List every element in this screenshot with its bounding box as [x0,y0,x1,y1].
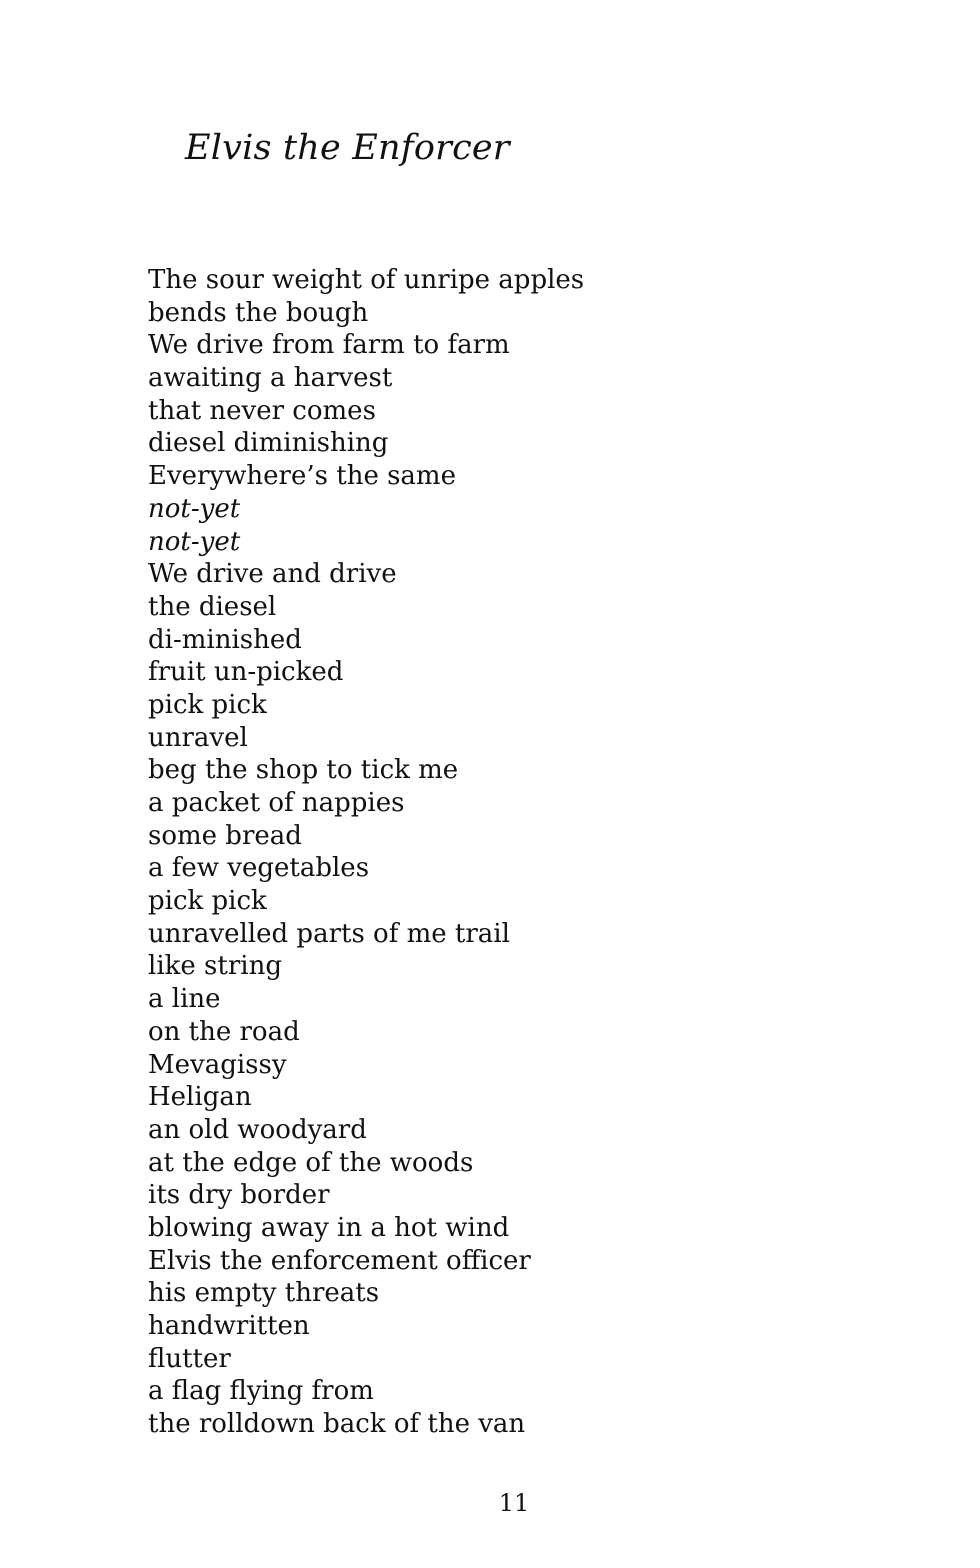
poem-line: its dry border [148,1180,330,1211]
poem-line: at the edge of the woods [148,1147,474,1178]
poem-line: an old woodyard [148,1114,367,1145]
poem-line: unravelled parts of me trail [148,918,510,949]
poem-line: awaiting a harvest [148,363,393,394]
poem-line: We drive and drive [148,559,397,590]
poem-line: fruit un-picked [148,657,344,688]
poem-line: We drive from farm to farm [148,330,510,361]
poem-line: unravel [148,722,248,753]
poem-line: The sour weight of unripe apples [148,265,585,295]
page-number: 11 [498,1489,530,1517]
poem-line: di-minished [148,624,302,655]
poem-line: the rolldown back of the van [148,1409,526,1440]
poem-line: Elvis the enforcement officer [148,1245,531,1276]
poem-line: diesel diminishing [148,428,389,459]
poem-line: the diesel [148,591,277,622]
poem-line: Heligan [148,1082,252,1113]
poem-line: flutter [148,1343,231,1374]
poem-line: on the road [148,1016,300,1047]
poem-line: not-yet [148,526,241,557]
poem-line: a few vegetables [148,853,370,884]
poem-line: handwritten [148,1311,310,1341]
poem-line: his empty threats [148,1278,380,1309]
poem-line: that never comes [148,395,376,426]
poem-body [148,264,584,1441]
poem-line: pick pick [148,689,267,720]
poem-line: blowing away in a hot wind [148,1212,510,1243]
poem-line: some bread [148,820,302,851]
poem-line: pick pick [148,886,267,917]
poem-line: Everywhere’s the same [148,461,456,492]
poem-title: Elvis the Enforcer [185,128,510,168]
poem-line: beg the shop to tick me [148,755,459,786]
poem-line: like string [148,951,282,982]
poem-line: a line [148,984,221,1015]
poem-line: Mevagissy [148,1049,287,1080]
poem-line: a flag flying from [148,1376,374,1407]
poem-line: not-yet [148,493,241,524]
poem-line: a packet of nappies [148,788,405,818]
poem-line: bends the bough [148,297,369,328]
